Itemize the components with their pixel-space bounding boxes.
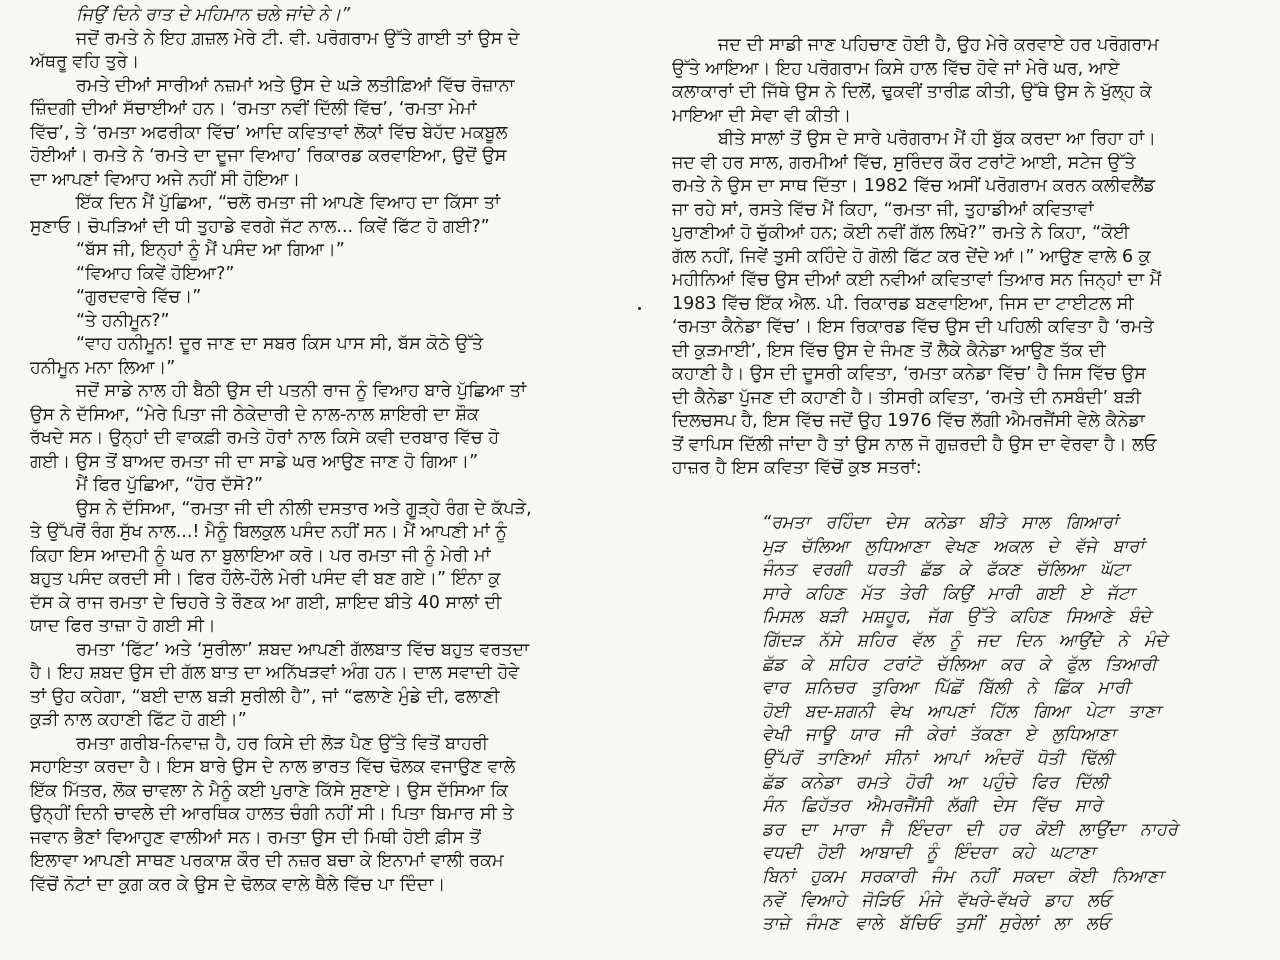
- text-line: ਬਹੁਤ ਪਸੰਦ ਕਰਦੀ ਸੀ। ਫਿਰ ਹੌਲੇ-ਹੌਲੇ ਮੇਰੀ ਪਸੰਦ ਵੀ ਬਣ ਗਏ।” ਇੰਨਾ ਕੁ: [30, 569, 501, 589]
- text-line: ਜਿਉਂ ਦਿਨੇ ਰਾਤ ਦੇ ਮਹਿਮਾਨ ਚਲੇ ਜਾਂਦੇ ਨੇ।”: [76, 5, 351, 25]
- text-line: ਮਹੀਨਿਆਂ ਵਿੱਚ ਉਸ ਦੀਆਂ ਕਈ ਨਵੀਆਂ ਕਵਿਤਾਵਾਂ ਤਿਆਰ ਸਨ ਜਿਨ੍ਹਾਂ ਦਾ ਮੈਂ: [672, 270, 1162, 290]
- text-line: ਦਾ ਆਪਣਾਂ ਵਿਆਹ ਅਜੇ ਨਹੀਂ ਸੀ ਹੋਇਆ।: [30, 169, 301, 190]
- poem-line: ਵੇਖੀ ਜਾਊ ਯਾਰ ਜੀ ਕੇਰਾਂ ਤੱਕਣਾ ਏ ਲੁਧਿਆਣਾ: [762, 725, 1116, 746]
- poem-line: ਜੰਨਤ ਵਰਗੀ ਧਰਤੀ ਛੱਡ ਕੇ ਫੱਕਣ ਚੱਲਿਆ ਘੱਟਾ: [762, 560, 1130, 581]
- poem-line: ਸੰਨ ਛਿਹੱਤਰ ਐਮਰਜੈਂਸੀ ਲੱਗੀ ਦੇਸ ਵਿੱਚ ਸਾਰੇ: [762, 796, 1103, 817]
- poem-line: “ਰਮਤਾ ਰਹਿੰਦਾ ਦੇਸ ਕਨੇਡਾ ਬੀਤੇ ਸਾਲ ਗਿਆਰਾਂ: [762, 513, 1118, 533]
- text-line: ਮਾਇਆ ਦੀ ਸੇਵਾ ਵੀ ਕੀਤੀ।: [672, 105, 852, 126]
- text-line: ਅੱਥਰੂ ਵਹਿ ਤੁਰੇ।: [30, 52, 140, 72]
- text-line: ਵਿੱਚ’, ਤੇ ‘ਰਮਤਾ ਅਫਰੀਕਾ ਵਿੱਚ’ ਆਦਿ ਕਵਿਤਾਵਾਂ ਲੋਕਾਂ ਵਿੱਚ ਬੇਹੱਦ ਮਕਬੂਲ: [30, 122, 508, 143]
- text-line: ਤਾਂ ਉਹ ਕਹੇਗਾ, “ਬਈ ਦਾਲ ਬੜੀ ਸੁਰੀਲੀ ਹੈ”, ਜਾਂ “ਫਲਾਣੇ ਮੁੰਡੇ ਦੀ, ਫਲਾਣੀ: [30, 686, 500, 707]
- poem-line: ਨਵੇਂ ਵਿਆਹੇ ਜੋੜਿਓ ਮੰਜੇ ਵੱਖਰੇ-ਵੱਖਰੇ ਡਾਹ ਲਓ: [762, 890, 1112, 911]
- text-line: “ਵਿਆਹ ਕਿਵੇਂ ਹੋਇਆ?”: [76, 263, 235, 284]
- text-line: ਰਮਤੇ ਨੇ ਉਸ ਦਾ ਸਾਥ ਦਿੱਤਾ। 1982 ਵਿੱਚ ਅਸੀਂ ਪਰੋਗਰਾਮ ਕਰਨ ਕਲੀਵਲੈਂਡ: [672, 176, 1156, 196]
- text-line: ਤੇ ਉੱਪਰੋਂ ਰੰਗ ਸੁੱਖ ਨਾਲ...! ਮੈਨੂੰ ਬਿਲਕੁਲ ਪਸੰਦ ਨਹੀਂ ਸਨ। ਮੈਂ ਆਪਣੀ ਮਾਂ ਨੂੰ: [30, 522, 507, 542]
- text-line: ਸਹਾਇਤਾ ਕਰਦਾ ਹੈ। ਇਸ ਬਾਰੇ ਉਸ ਦੇ ਨਾਲ ਭਾਰਤ ਵਿੱਚ ਢੋਲਕ ਵਜਾਉਣ ਵਾਲੇ: [30, 757, 516, 777]
- text-line: 1983 ਵਿੱਚ ਇੱਕ ਐਲ. ਪੀ. ਰਿਕਾਰਡ ਬਣਵਾਇਆ, ਜਿਸ ਦਾ ਟਾਈਟਲ ਸੀ: [672, 293, 1134, 314]
- text-line: ਜਦ ਦੀ ਸਾਡੀ ਜਾਣ ਪਹਿਚਾਣ ਹੋਈ ਹੈ, ਉਹ ਮੇਰੇ ਕਰਵਾਏ ਹਰ ਪਰੋਗਰਾਮ: [718, 35, 1159, 55]
- poem-line: ਛੱਡ ਕਨੇਡਾ ਰਮਤੇ ਹੋਰੀ ਆ ਪਹੁੰਚੇ ਫਿਰ ਦਿੱਲੀ: [762, 772, 1109, 793]
- scan-speck: [638, 307, 641, 310]
- poem-line: ਮਿਸਲ ਬੜੀ ਮਸ਼ਹੂਰ, ਜੱਗ ਉੱਤੇ ਕਹਿਣ ਸਿਆਣੇ ਬੰਦੇ: [762, 607, 1151, 628]
- text-line: ਦੀ ਕੈਨੇਡਾ ਪੁੱਜਣ ਦੀ ਕਹਾਣੀ ਹੈ। ਤੀਸਰੀ ਕਵਿਤਾ, ‘ਰਮਤੇ ਦੀ ਨਸਬੰਦੀ’ ਬੜੀ: [672, 387, 1142, 408]
- left-column: [30, 4, 620, 897]
- poem-line: ਛੱਡ ਕੇ ਸ਼ਹਿਰ ਟਰਾਂਟੋ ਚੱਲਿਆ ਕਰ ਕੇ ਫੁੱਲ ਤਿਆਰੀ: [762, 654, 1157, 675]
- text-line: ‘ਰਮਤਾ ਕੈਨੇਡਾ ਵਿੱਚ’। ਇਸ ਰਿਕਾਰਡ ਵਿੱਚ ਉਸ ਦੀ ਪਹਿਲੀ ਕਵਿਤਾ ਹੈ ‘ਰਮਤੇ: [672, 317, 1154, 337]
- text-line: ਇੱਕ ਮਿੱਤਰ, ਲੋਕ ਚਾਵਲਾ ਨੇ ਮੈਨੂੰ ਕਈ ਪੁਰਾਣੇ ਕਿੱਸੇ ਸੁਣਾਏ। ਉਸ ਦੱਸਿਆ ਕਿ: [30, 780, 509, 801]
- text-line: ਦੀ ਕੁੜਮਾਈ’, ਇਸ ਵਿੱਚ ਉਸ ਦੇ ਜੰਮਣ ਤੋਂ ਲੈਕੇ ਕੈਨੇਡਾ ਆਉਣ ਤੱਕ ਦੀ: [672, 340, 1106, 361]
- text-line: ਜਾ ਰਹੇ ਸਾਂ, ਰਸਤੇ ਵਿੱਚ ਮੈਂ ਕਿਹਾ, “ਰਮਤਾ ਜੀ, ਤੁਹਾਡੀਆਂ ਕਵਿਤਾਵਾਂ: [672, 199, 1094, 220]
- text-line: ਹਨੀਮੂਨ ਮਨਾ ਲਿਆ।”: [30, 357, 176, 378]
- text-line: ਜਦ ਵੀ ਹਰ ਸਾਲ, ਗਰਮੀਆਂ ਵਿੱਚ, ਸੁਰਿੰਦਰ ਕੌਰ ਟਰਾਂਟੋ ਆਈ, ਸਟੇਜ ਉੱਤੇ: [672, 152, 1136, 173]
- text-line: ਹੈ। ਇਹ ਸ਼ਬਦ ਉਸ ਦੀ ਗੱਲ ਬਾਤ ਦਾ ਅਨਿੱਖੜਵਾਂ ਅੰਗ ਹਨ। ਦਾਲ ਸਵਾਦੀ ਹੋਵੇ: [30, 663, 520, 683]
- text-line: ਉਸ ਨੇ ਦੱਸਿਆ, “ਮੇਰੇ ਪਿਤਾ ਜੀ ਠੇਕੇਦਾਰੀ ਦੇ ਨਾਲ-ਨਾਲ ਸ਼ਾਇਰੀ ਦਾ ਸ਼ੌਕ: [30, 404, 479, 425]
- text-line: ਤੋਂ ਵਾਪਿਸ ਦਿੱਲੀ ਜਾਂਦਾ ਹੈ ਤਾਂ ਉਸ ਨਾਲ ਜੋ ਗੁਜ਼ਰਦੀ ਹੈ ਉਸ ਦਾ ਵੇਰਵਾ ਹੈ। ਲਓ: [672, 434, 1157, 455]
- text-line: ਰੱਖਦੇ ਸਨ। ਉਨ੍ਹਾਂ ਦੀ ਵਾਕਫ਼ੀ ਰਮਤੇ ਹੋਰਾਂ ਨਾਲ ਕਿਸੇ ਕਵੀ ਦਰਬਾਰ ਵਿੱਚ ਹੋ: [30, 428, 500, 448]
- poem-line: ਡਰ ਦਾ ਮਾਰਾ ਜੈ ਇੰਦਰਾ ਦੀ ਹਰ ਕੋਈ ਲਾਉਂਦਾ ਨਾਹਰੇ: [762, 819, 1178, 840]
- text-line: ਜਵਾਨ ਭੈਣਾਂ ਵਿਆਹੁਣ ਵਾਲੀਆਂ ਸਨ। ਰਮਤਾ ਉਸ ਦੀ ਮਿਥੀ ਹੋਈ ਫ਼ੀਸ ਤੋਂ: [30, 827, 481, 848]
- text-line: ਉਸ ਨੇ ਦੱਸਿਆ, “ਰਮਤਾ ਜੀ ਦੀ ਨੀਲੀ ਦਸਤਾਰ ਅਤੇ ਗੂੜ੍ਹੇ ਰੰਗ ਦੇ ਕੱਪੜੇ,: [76, 498, 532, 519]
- text-line: “ਬੱਸ ਜੀ, ਇਨ੍ਹਾਂ ਨੂੰ ਮੈਂ ਪਸੰਦ ਆ ਗਿਆ।”: [76, 240, 345, 260]
- poem-line: ਉੱਪਰੋਂ ਤਾਣਿਆਂ ਸੀਨਾਂ ਆਪਾਂ ਅੰਦਰੋਂ ਧੋਤੀ ਢਿੱਲੀ: [762, 748, 1114, 769]
- text-line: ਰਮਤਾ ‘ਫਿੱਟ’ ਅਤੇ ‘ਸੁਰੀਲਾ’ ਸ਼ਬਦ ਆਪਣੀ ਗੱਲਬਾਤ ਵਿੱਚ ਬਹੁਤ ਵਰਤਦਾ: [76, 639, 530, 660]
- poem-line: ਤਾਜ਼ੇ ਜੰਮਣ ਵਾਲੇ ਬੱਚਿਓ ਤੁਸੀਂ ਸੁਰੇਲਾਂ ਲਾ ਲਓ: [762, 914, 1111, 935]
- text-line: ਯਾਦ ਫਿਰ ਤਾਜ਼ਾ ਹੋ ਗਈ ਸੀ।: [30, 616, 216, 636]
- poem-line: ਵਧਦੀ ਹੋਈ ਆਬਾਦੀ ਨੂੰ ਇੰਦਰਾ ਕਹੇ ਘਟਾਣਾ: [762, 843, 1096, 864]
- text-line: ਕਹਾਣੀ ਹੈ। ਉਸ ਦੀ ਦੂਸਰੀ ਕਵਿਤਾ, ‘ਰਮਤਾ ਕਨੇਡਾ ਵਿੱਚ’ ਹੈ ਜਿਸ ਵਿੱਚ ਉਸ: [672, 364, 1146, 384]
- poem-line: ਮੁੜ ਚੱਲਿਆ ਲੁਧਿਆਣਾ ਵੇਖਣ ਅਕਲ ਦੇ ਵੱਜੇ ਬਾਰਾਂ: [762, 536, 1145, 557]
- text-line: ਹਾਜ਼ਰ ਹੈ ਇਸ ਕਵਿਤਾ ਵਿੱਚੋਂ ਕੁਝ ਸਤਰਾਂ:: [672, 458, 922, 478]
- text-line: “ਵਾਹ ਹਨੀਮੂਨ! ਦੂਰ ਜਾਣ ਦਾ ਸਬਰ ਕਿਸ ਪਾਸ ਸੀ, ਬੱਸ ਕੋਠੇ ਉੱਤੇ: [76, 334, 484, 354]
- text-line: ਜਦੋਂ ਸਾਡੇ ਨਾਲ ਹੀ ਬੈਠੀ ਉਸ ਦੀ ਪਤਨੀ ਰਾਜ ਨੂੰ ਵਿਆਹ ਬਾਰੇ ਪੁੱਛਿਆ ਤਾਂ: [76, 381, 527, 401]
- text-line: “ਗੁਰਦਵਾਰੇ ਵਿੱਚ।”: [76, 287, 202, 307]
- text-line: ਉਨ੍ਹੀਂ ਦਿਨੀ ਚਾਵਲੇ ਦੀ ਆਰਥਿਕ ਹਾਲਤ ਚੰਗੀ ਨਹੀਂ ਸੀ। ਪਿਤਾ ਬਿਮਾਰ ਸੀ ਤੇ: [30, 804, 514, 824]
- poem-line: ਸਾਰੇ ਕਹਿਣ ਮੱਤ ਤੇਰੀ ਕਿਉਂ ਮਾਰੀ ਗਈ ਏ ਜੱਟਾ: [762, 583, 1135, 604]
- text-line: ਰਮਤਾ ਗਰੀਬ-ਨਿਵਾਜ਼ ਹੈ, ਹਰ ਕਿਸੇ ਦੀ ਲੋੜ ਪੈਣ ਉੱਤੇ ਵਿਤੋਂ ਬਾਹਰੀ: [76, 733, 488, 754]
- text-line: ਦਿਲਚਸਪ ਹੈ, ਇਸ ਵਿੱਚ ਜਦੋਂ ਉਹ 1976 ਵਿੱਚ ਲੱਗੀ ਐਮਰਜੈਂਸੀ ਵੇਲੇ ਕੈਨੇਡਾ: [672, 411, 1145, 431]
- text-line: ਉੱਤੇ ਆਇਆ। ਇਹ ਪਰੋਗਰਾਮ ਕਿਸੇ ਹਾਲ ਵਿੱਚ ਹੋਵੇ ਜਾਂ ਮੇਰੇ ਘਰ, ਆਏ: [672, 58, 1120, 79]
- text-line: ਇਲਾਵਾ ਆਪਣੀ ਸਾਥਣ ਪਰਕਾਸ਼ ਕੌਰ ਦੀ ਨਜ਼ਰ ਬਚਾ ਕੇ ਇਨਾਮਾਂ ਵਾਲੀ ਰਕਮ: [30, 851, 504, 871]
- text-line: ਬੀਤੇ ਸਾਲਾਂ ਤੋਂ ਉਸ ਦੇ ਸਾਰੇ ਪਰੋਗਰਾਮ ਮੈਂ ਹੀ ਬੁੱਕ ਕਰਦਾ ਆ ਰਿਹਾ ਹਾਂ।: [718, 129, 1156, 149]
- text-line: ਜਦੋਂ ਰਮਤੇ ਨੇ ਇਹ ਗ਼ਜ਼ਲ ਮੇਰੇ ਟੀ. ਵੀ. ਪਰੋਗਰਾਮ ਉੱਤੇ ਗਾਈ ਤਾਂ ਉਸ ਦੇ: [76, 28, 520, 49]
- text-line: ਵਿੱਚੋਂ ਨੋਟਾਂ ਦਾ ਕੁਗ ਕਰ ਕੇ ਉਸ ਦੇ ਢੋਲਕ ਵਾਲੇ ਥੈਲੇ ਵਿੱਚ ਪਾ ਦਿੰਦਾ।: [30, 874, 446, 895]
- text-line: ਗਈ। ਉਸ ਤੋਂ ਬਾਅਦ ਰਮਤਾ ਜੀ ਦਾ ਸਾਡੇ ਘਰ ਆਉਣ ਜਾਣ ਹੋ ਗਿਆ।”: [30, 451, 479, 472]
- text-line: ਜ਼ਿੰਦਗੀ ਦੀਆਂ ਸੱਚਾਈਆਂ ਹਨ। ‘ਰਮਤਾ ਨਵੀਂ ਦਿੱਲੀ ਵਿੱਚ’, ‘ਰਮਤਾ ਮੇਮਾਂ: [30, 99, 477, 119]
- poem-line: ਹੋਈ ਬਦ-ਸ਼ਗਨੀ ਵੇਖ ਆਪਣਾਂ ਹਿੱਲ ਗਿਆ ਪੇਟਾ ਤਾਣਾ: [762, 701, 1161, 722]
- text-line: ਹੋਈਆਂ। ਰਮਤੇ ਨੇ ‘ਰਮਤੇ ਦਾ ਦੂਜਾ ਵਿਆਹ’ ਰਿਕਾਰਡ ਕਰਵਾਇਆ, ਉਦੋਂ ਉਸ: [30, 146, 507, 166]
- poem-line: ਗਿੱਦੜ ਨੱਸੇ ਸ਼ਹਿਰ ਵੱਲ ਨੂੰ ਜਦ ਦਿਨ ਆਉਂਦੇ ਨੇ ਮੰਦੇ: [762, 630, 1168, 651]
- text-line: ਸੁਣਾਓ। ਚੋਪੜਿਆਂ ਦੀ ਧੀ ਤੁਹਾਡੇ ਵਰਗੇ ਜੱਟ ਨਾਲ... ਕਿਵੇਂ ਫਿੱਟ ਹੋ ਗਈ?”: [30, 216, 490, 237]
- poem-line: ਵਾਰ ਸ਼ਨਿਚਰ ਤੁਰਿਆ ਪਿੱਛੋਂ ਬਿੱਲੀ ਨੇ ਛਿੱਕ ਮਾਰੀ: [762, 678, 1131, 699]
- text-line: ਪੁਰਾਣੀਆਂ ਹੋ ਚੁੱਕੀਆਂ ਹਨ; ਕੋਈ ਨਵੀਂ ਗੱਲ ਲਿਖੋ?” ਰਮਤੇ ਨੇ ਕਿਹਾ, “ਕੋਈ: [672, 223, 1130, 243]
- text-line: ਮੈਂ ਫਿਰ ਪੁੱਛਿਆ, “ਹੋਰ ਦੱਸੋ?”: [76, 475, 263, 495]
- text-line: ਰਮਤੇ ਦੀਆਂ ਸਾਰੀਆਂ ਨਜ਼ਮਾਂ ਅਤੇ ਉਸ ਦੇ ਘੜੇ ਲਤੀਫ਼ਿਆਂ ਵਿੱਚ ਰੋਜ਼ਾਨਾ: [76, 75, 515, 96]
- text-line: “ਤੇ ਹਨੀਮੂਨ?”: [76, 310, 170, 331]
- text-line: ਦੱਸ ਕੇ ਰਾਜ ਰਮਤਾ ਦੇ ਚਿਹਰੇ ਤੇ ਰੌਣਕ ਆ ਗਈ, ਸ਼ਾਇਦ ਬੀਤੇ 40 ਸਾਲਾਂ ਦੀ: [30, 592, 502, 613]
- text-line: ਕਲਾਕਾਰਾਂ ਦੀ ਜਿੱਥੇ ਉਸ ਨੇ ਦਿਲੋਂ, ਢੁਕਵੀਂ ਤਾਰੀਫ਼ ਕੀਤੀ, ਉੱਥੇ ਉਸ ਨੇ ਖੁੱਲ੍ਹ ਕੇ: [672, 82, 1152, 102]
- text-line: ਇੱਕ ਦਿਨ ਮੈਂ ਪੁੱਛਿਆ, “ਚਲੋ ਰਮਤਾ ਜੀ ਆਪਣੇ ਵਿਆਹ ਦਾ ਕਿੱਸਾ ਤਾਂ: [76, 193, 501, 213]
- text-line: ਕੁੜੀ ਨਾਲ ਕਹਾਣੀ ਫਿੱਟ ਹੋ ਗਈ।”: [30, 710, 247, 730]
- right-column: [672, 34, 1252, 481]
- text-line: ਕਿਹਾ ਇਸ ਆਦਮੀ ਨੂੰ ਘਰ ਨਾ ਬੁਲਾਇਆ ਕਰੋ। ਪਰ ਰਮਤਾ ਜੀ ਨੂੰ ਮੇਰੀ ਮਾਂ: [30, 545, 491, 566]
- poem-excerpt: [762, 512, 1202, 937]
- poem-line: ਬਿਨਾਂ ਹੁਕਮ ਸਰਕਾਰੀ ਜੰਮ ਨਹੀਂ ਸਕਦਾ ਕੋਈ ਨਿਆਣਾ: [762, 866, 1164, 887]
- text-line: ਗੱਲ ਨਹੀਂ, ਜਿਵੇਂ ਤੁਸੀ ਕਹਿੰਦੇ ਹੋ ਗੋਲੀ ਫਿੱਟ ਕਰ ਦੇਂਦੇ ਆਂ।” ਆਉਣ ਵਾਲੇ 6 ਕੁ: [672, 246, 1151, 267]
